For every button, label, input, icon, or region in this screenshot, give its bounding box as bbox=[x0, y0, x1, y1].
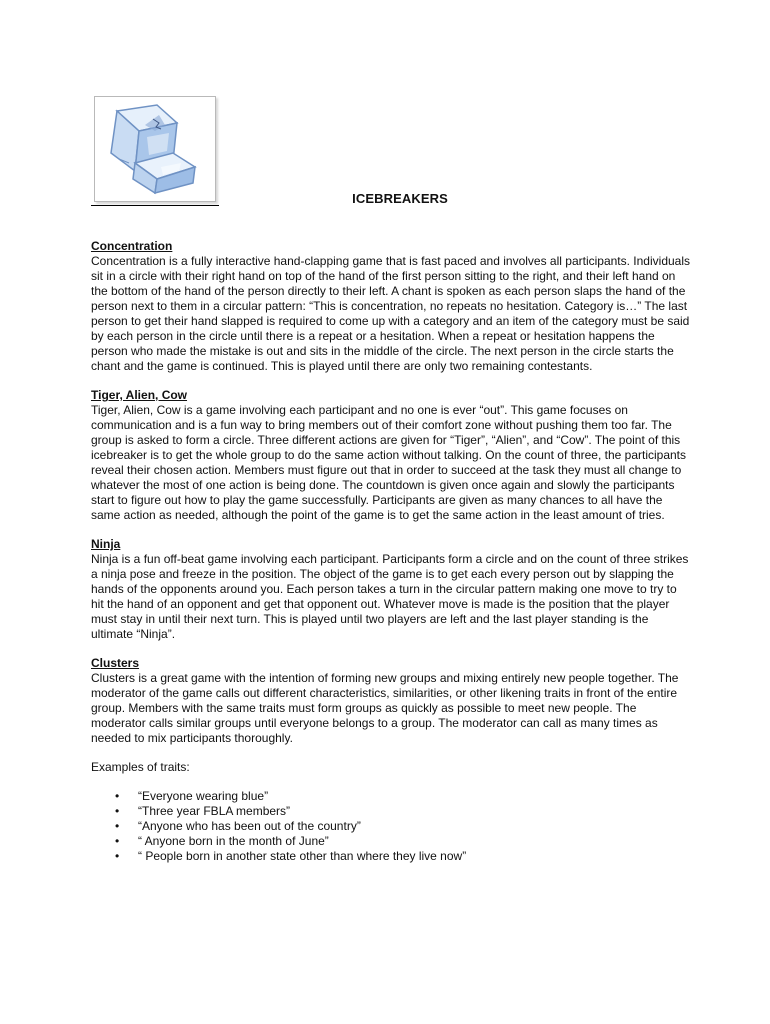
list-item bbox=[91, 834, 691, 849]
section-heading: Concentration bbox=[91, 239, 173, 253]
trait-text: “Anyone who has been out of the country” bbox=[138, 819, 361, 833]
trait-text: “Everyone wearing blue” bbox=[138, 789, 269, 803]
list-item bbox=[91, 804, 691, 819]
bullet-icon: • bbox=[115, 789, 120, 803]
bullet-icon: • bbox=[115, 849, 120, 863]
page-title: ICEBREAKERS bbox=[352, 191, 448, 206]
trait-text: “ Anyone born in the month of June” bbox=[138, 834, 329, 848]
logo-underline bbox=[91, 205, 219, 206]
ice-cubes-icon bbox=[94, 96, 216, 202]
ice-cubes-graphic bbox=[99, 101, 209, 195]
section-heading: Clusters bbox=[91, 656, 140, 670]
trait-text: “ People born in another state other than where they live now” bbox=[138, 849, 467, 863]
section-text: Concentration is a fully interactive hand-clapping game that is fast paced and involves all participants. Individuals sit in a circle with their right hand on top of the hand of the first person sitting to the right, and their left hand on the bottom of the hand of the person directly to their left. A chant is spoken as each person slaps the hand of the person next to them in a circular pattern: “This is concentration, no repeats no hesitation. Category is…” The last person to get their hand slapped is required to come up with a category and an item of the category must be said by each person in the circle until there is a repeat or a hesitation. When a repeat or hesitation happens the person who made the mistake is out and sits in the middle of the circle. The next person in the circle starts the chant and the game is continued. This is played until there are only two remaining contestants. bbox=[91, 254, 691, 373]
bullet-icon: • bbox=[115, 804, 120, 818]
traits-list bbox=[91, 789, 691, 864]
section-clusters bbox=[91, 656, 691, 746]
section-tiger-alien-cow bbox=[91, 388, 691, 523]
trait-text: “Three year FBLA members” bbox=[138, 804, 291, 818]
section-ninja bbox=[91, 537, 691, 642]
examples-label: Examples of traits: bbox=[91, 760, 190, 774]
section-text: Clusters is a great game with the intention of forming new groups and mixing entirely new people together. The moderator of the game calls out different characteristics, similarities, or other likening traits in front of the entire group. Members with the same traits must form groups as quickly as possible to meet new people. The moderator calls similar groups until everyone belongs to a group. The moderator can call as many times as needed to mix participants thoroughly. bbox=[91, 671, 679, 745]
document-body bbox=[91, 239, 691, 864]
section-heading: Tiger, Alien, Cow bbox=[91, 388, 188, 402]
section-heading: Ninja bbox=[91, 537, 121, 551]
list-item bbox=[91, 789, 691, 804]
bullet-icon: • bbox=[115, 834, 120, 848]
section-text: Tiger, Alien, Cow is a game involving each participant and no one is ever “out”. This game focuses on communication and is a fun way to bring members out of their comfort zone without pushing them too far. The group is asked to form a circle. Three different actions are given for “Tiger”, “Alien”, and “Cow”. The point of this icebreaker is to get the whole group to do the same action without talking. On the count of three, the participants reveal their chosen action. Members must figure out that in order to succeed at the task they must all change to whatever the most of one action is being done. The countdown is given once again and slowly the participants start to figure out how to play the game successfully. Participants are given as many chances to all have the same action as needed, although the point of the game is to get the same action in the least amount of tries. bbox=[91, 403, 687, 522]
section-text: Ninja is a fun off-beat game involving each participant. Participants form a circle and on the count of three strikes a ninja pose and freeze in the position. The object of the game is to get each every person out by slapping the hands of the opponents around you. Each person takes a turn in the circular pattern making one move to try to hit the hand of an opponent and get that opponent out. Whatever move is made is the position that the player must stay in until their next turn. This is played until two players are left and the last player standing is the ultimate “Ninja”. bbox=[91, 552, 689, 641]
list-item bbox=[91, 849, 691, 864]
bullet-icon: • bbox=[115, 819, 120, 833]
section-concentration bbox=[91, 239, 691, 374]
list-item bbox=[91, 819, 691, 834]
